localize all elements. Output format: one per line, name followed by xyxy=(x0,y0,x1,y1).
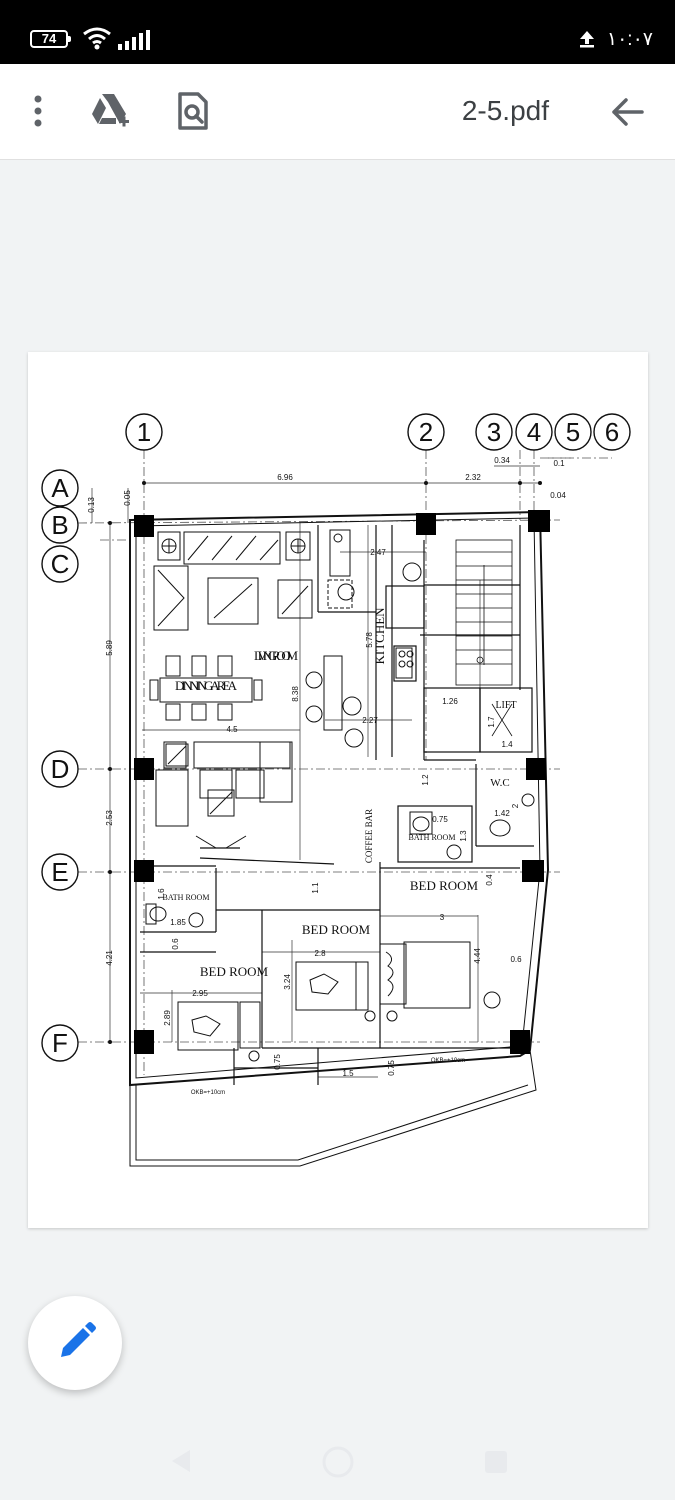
grid-row-d: D xyxy=(50,754,70,784)
dim-4-5: 4.5 xyxy=(226,725,238,734)
edit-button[interactable] xyxy=(28,1296,122,1390)
room-label-living: LIVING ROOM xyxy=(254,648,298,663)
grid-col-4: 4 xyxy=(526,417,542,447)
dim-top-0-1: 0.1 xyxy=(553,459,565,468)
dim-1-1: 1.1 xyxy=(311,882,320,894)
dim-0-75b: 0.75 xyxy=(273,1054,282,1070)
room-label-dinning: DINNING AREA xyxy=(175,678,237,693)
dim-1-6: 1.6 xyxy=(157,888,166,900)
grid-col-1: 1 xyxy=(136,417,152,447)
file-title: 2-5.pdf xyxy=(461,95,549,126)
dim-0-75c: 0.75 xyxy=(387,1060,396,1076)
dim-0-75a: 0.75 xyxy=(432,815,448,824)
signal-strength-icon xyxy=(118,30,152,50)
nav-home-icon[interactable] xyxy=(321,1445,355,1479)
add-to-drive-icon[interactable] xyxy=(90,92,132,132)
dim-top-0-04: 0.04 xyxy=(550,491,566,500)
grid-col-2: 2 xyxy=(418,417,434,447)
room-label-wc: W.C xyxy=(490,777,510,789)
dim-2-95: 2.95 xyxy=(192,989,208,998)
dim-1-42: 1.42 xyxy=(494,809,510,818)
dim-0-4: 0.4 xyxy=(485,874,494,886)
floor-plan-drawing xyxy=(28,352,648,1228)
upload-icon xyxy=(579,30,595,48)
okb-note-left: OKB=+10cm xyxy=(190,1090,226,1096)
dim-2-27: 2.27 xyxy=(362,716,378,725)
back-arrow-icon[interactable] xyxy=(610,92,644,132)
room-label-bed-middle: BED ROOM xyxy=(301,922,371,937)
wifi-icon xyxy=(82,26,112,50)
room-label-coffee-bar: COFFEE BAR xyxy=(364,808,374,864)
dim-top-6-96: 6.96 xyxy=(277,473,293,482)
dim-1-2: 1.2 xyxy=(421,774,430,786)
grid-row-e: E xyxy=(51,857,69,887)
grid-row-f: F xyxy=(52,1028,68,1058)
room-label-lift: LIFT xyxy=(495,700,517,711)
dim-0-6a: 0.6 xyxy=(171,938,180,950)
grid-row-c: C xyxy=(50,549,70,579)
dim-left-0-13: 0.13 xyxy=(87,497,96,513)
pdf-page[interactable] xyxy=(28,352,648,1228)
room-label-kitchen: KITCHEN xyxy=(372,607,387,665)
find-in-page-icon[interactable] xyxy=(176,92,210,132)
toolbar xyxy=(0,64,675,160)
clock: ۱۰:۰۷ xyxy=(606,29,653,50)
dim-top-2-32: 2.32 xyxy=(465,473,481,482)
dim-2-89: 2.89 xyxy=(163,1010,172,1026)
dim-left-5-89: 5.89 xyxy=(105,640,114,656)
dim-1-85: 1.85 xyxy=(170,918,186,927)
dim-top-0-34: 0.34 xyxy=(494,456,510,465)
room-label-bed-left: BED ROOM xyxy=(199,964,269,979)
dim-1-5: 1.5 xyxy=(342,1069,354,1078)
dim-1-26: 1.26 xyxy=(442,697,458,706)
dim-left-4-21: 4.21 xyxy=(105,950,114,966)
more-options-icon[interactable] xyxy=(30,92,46,132)
grid-col-3: 3 xyxy=(486,417,502,447)
dim-1-7: 1.7 xyxy=(487,716,496,728)
room-label-bath-left: BATH ROOM xyxy=(162,893,210,902)
okb-note-right: OKB=+10cm xyxy=(430,1058,466,1064)
grid-row-a: A xyxy=(51,473,69,503)
dim-1-4: 1.4 xyxy=(501,740,513,749)
room-label-bed-right: BED ROOM xyxy=(409,878,479,893)
dim-0-6b: 0.6 xyxy=(510,955,522,964)
nav-recents-icon[interactable] xyxy=(483,1449,509,1475)
status-bar xyxy=(0,0,675,64)
dim-left-2-53: 2.53 xyxy=(105,810,114,826)
dim-2-47: 2.47 xyxy=(370,548,386,557)
dim-4-44: 4.44 xyxy=(473,948,482,964)
dim-1-3: 1.3 xyxy=(459,830,468,842)
pencil-icon xyxy=(28,1296,122,1390)
grid-col-5: 5 xyxy=(565,417,581,447)
grid-row-b: B xyxy=(51,510,69,540)
room-label-bath-center: BATH ROOM xyxy=(408,833,456,842)
dim-8-38: 8.38 xyxy=(291,686,300,702)
dim-3: 3 xyxy=(439,913,445,922)
grid-col-6: 6 xyxy=(604,417,620,447)
dim-left-0-05: 0.05 xyxy=(123,490,132,506)
navigation-bar xyxy=(0,1418,675,1500)
dim-5-78: 5.78 xyxy=(365,632,374,648)
dim-2-8: 2.8 xyxy=(314,949,326,958)
nav-back-icon[interactable] xyxy=(168,1448,194,1474)
dim-2: 2 xyxy=(511,803,520,809)
dim-3-24: 3.24 xyxy=(283,974,292,990)
battery-indicator: 74 xyxy=(30,30,68,48)
